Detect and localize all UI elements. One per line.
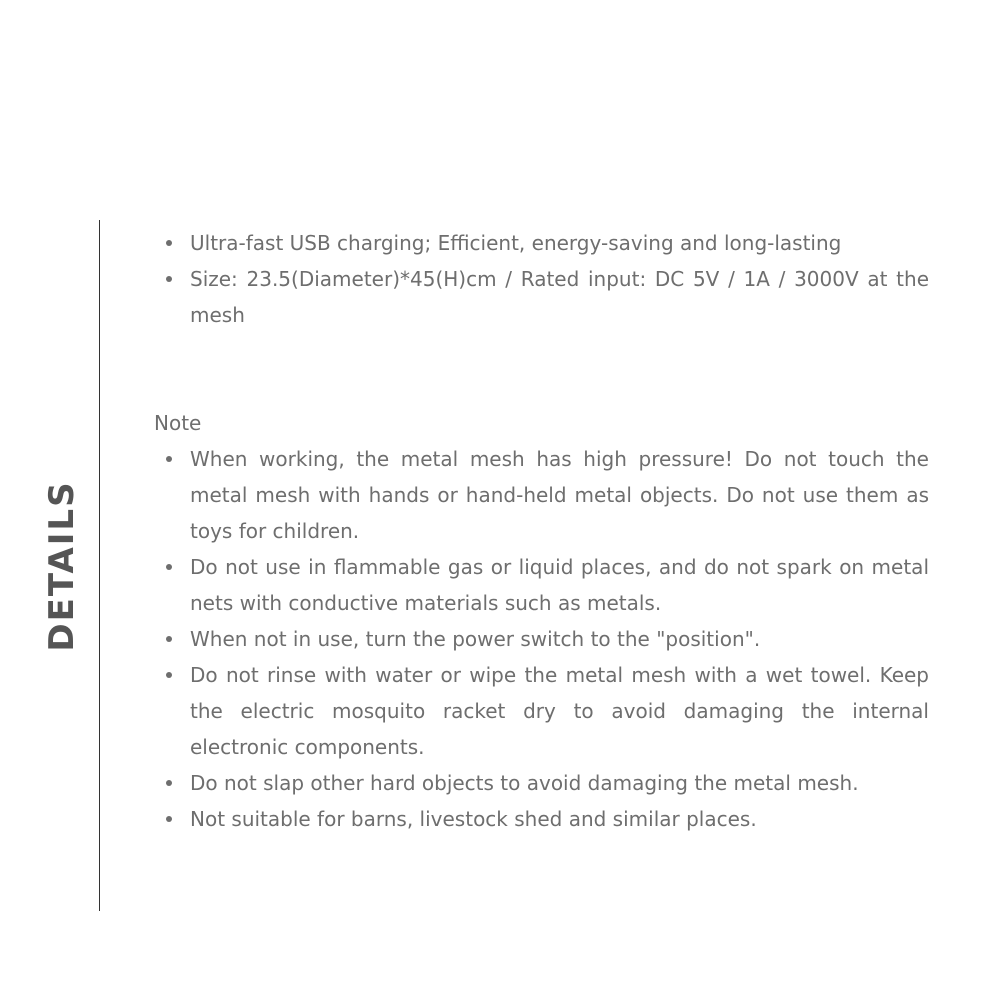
- list-item-text: When working, the metal mesh has high pressure! Do not touch the metal mesh with hands or hand-held metal objects. Do not use them as toys for children.: [190, 447, 929, 543]
- list-item: [190, 657, 929, 765]
- list-item: [190, 441, 929, 549]
- bullet-icon: [166, 564, 172, 570]
- note-list: [154, 441, 929, 837]
- list-item: [190, 621, 929, 657]
- list-item-text: Do not rinse with water or wipe the metal mesh with a wet towel. Keep the electric mosquito racket dry to avoid damaging the internal electronic components.: [190, 663, 929, 759]
- list-item-text: Not suitable for barns, livestock shed and similar places.: [190, 807, 757, 831]
- bullet-icon: [166, 276, 172, 282]
- section-label: DETAILS: [42, 480, 82, 652]
- list-item-text: Do not use in flammable gas or liquid places, and do not spark on metal nets with conductive materials such as metals.: [190, 555, 929, 615]
- list-item: [190, 261, 929, 333]
- list-item: [190, 765, 929, 801]
- bullet-icon: [166, 672, 172, 678]
- vertical-divider: [99, 220, 100, 911]
- list-item-text: Size: 23.5(Diameter)*45(H)cm / Rated input: DC 5V / 1A / 3000V at the mesh: [190, 267, 929, 327]
- list-item: [190, 801, 929, 837]
- note-heading: Note: [154, 411, 202, 435]
- bullet-icon: [166, 636, 172, 642]
- bullet-icon: [166, 816, 172, 822]
- bullet-icon: [166, 456, 172, 462]
- feature-list: [154, 225, 929, 333]
- list-item-text: Do not slap other hard objects to avoid damaging the metal mesh.: [190, 771, 859, 795]
- bullet-icon: [166, 780, 172, 786]
- list-item: [190, 549, 929, 621]
- details-content: [154, 225, 929, 837]
- list-item: [190, 225, 929, 261]
- list-item-text: When not in use, turn the power switch to the "position".: [190, 627, 761, 651]
- list-item-text: Ultra-fast USB charging; Efficient, energy-saving and long-lasting: [190, 231, 842, 255]
- bullet-icon: [166, 240, 172, 246]
